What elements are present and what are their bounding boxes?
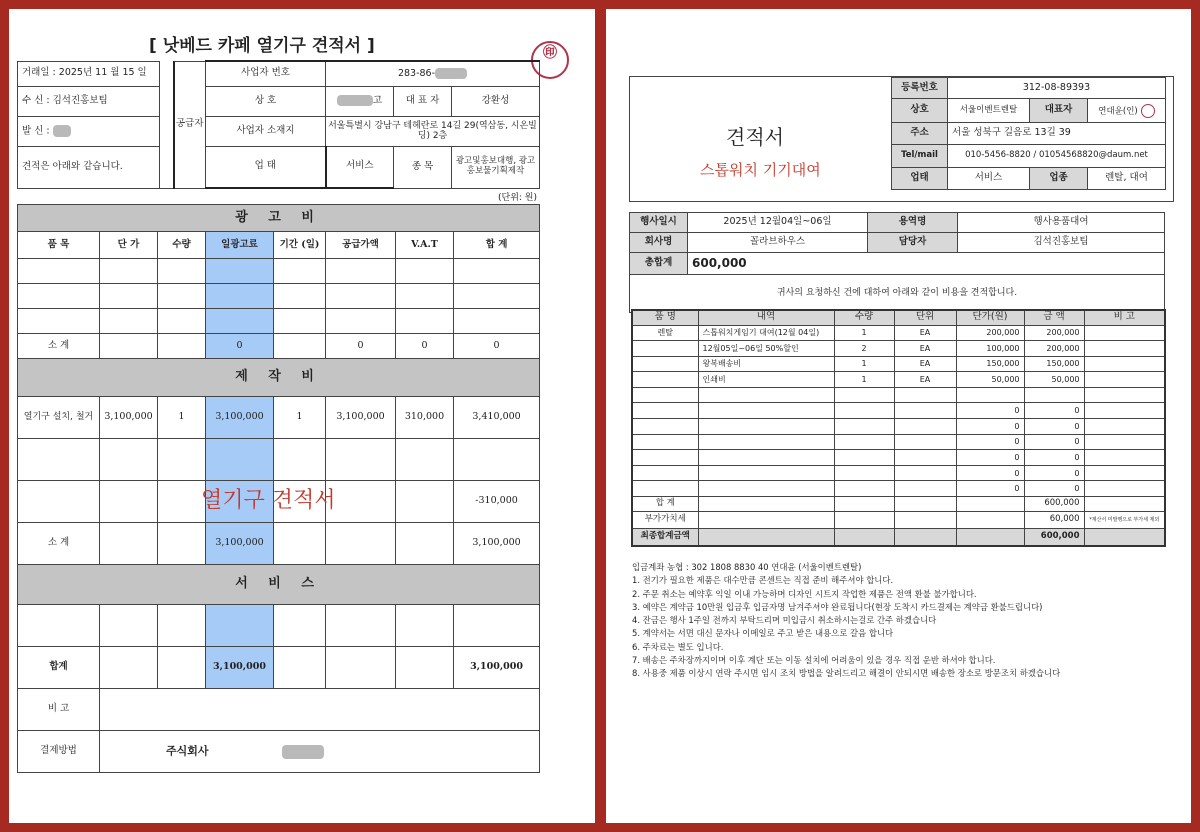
client-label: 회사명	[630, 233, 688, 253]
item-remark	[1084, 372, 1165, 388]
item-desc	[698, 434, 834, 450]
item-remark	[1084, 356, 1165, 372]
item-price: 0	[956, 465, 1024, 481]
table-row	[632, 450, 1165, 466]
ad-subtotal-total: 0	[454, 334, 540, 359]
item-price: 0	[956, 481, 1024, 497]
header-unit: 단위	[894, 310, 956, 325]
table-row	[18, 439, 540, 481]
item-amount: 0	[1024, 465, 1084, 481]
redacted-block	[337, 95, 373, 106]
item-price	[956, 387, 1024, 403]
redacted-block	[53, 125, 71, 137]
item-name	[632, 387, 698, 403]
sum-label: 합 계	[632, 497, 698, 512]
production-subtotal-row	[18, 523, 540, 565]
vat-row	[632, 512, 1165, 529]
item-name	[632, 372, 698, 388]
note-7: 7. 배송은 주차장까지이며 이후 계단 또는 이동 설치에 어려움이 있을 경우 직접 운반 하셔야 합니다.	[632, 655, 996, 666]
item-amount	[1024, 387, 1084, 403]
table-header-row	[18, 232, 540, 259]
table-row	[632, 325, 1165, 341]
right-type-label: 업태	[892, 168, 948, 190]
seal-icon	[1141, 104, 1155, 118]
section-ad: 광 고 비	[18, 205, 540, 232]
item-unit	[894, 450, 956, 466]
header-qty: 수량	[158, 232, 206, 259]
production-unit-price: 3,100,000	[100, 397, 158, 439]
final-value: 600,000	[1024, 529, 1084, 546]
right-title: 견적서	[726, 125, 784, 149]
service-label: 용역명	[868, 213, 958, 233]
company-name-suffix: 고	[372, 95, 383, 107]
header-total: 합 계	[454, 232, 540, 259]
grand-total-value: 3,100,000	[454, 647, 540, 689]
payment-label: 결제방법	[18, 731, 100, 773]
final-label: 최종합계금액	[632, 529, 698, 546]
item-unit: EA	[894, 325, 956, 341]
production-daily: 3,100,000	[206, 397, 274, 439]
item-price: 0	[956, 450, 1024, 466]
header-period: 기간 (일)	[274, 232, 326, 259]
grand-total-label: 합계	[18, 647, 100, 689]
ad-subtotal-row	[18, 334, 540, 359]
production-row	[18, 397, 540, 439]
item-amount: 0	[1024, 403, 1084, 419]
item-name	[632, 450, 698, 466]
rep-name: 강환성	[452, 86, 540, 116]
notes-block	[632, 561, 1060, 681]
item-remark	[1084, 341, 1165, 357]
header-vat: V.A.T	[396, 232, 454, 259]
item-remark	[1084, 325, 1165, 341]
item-price: 0	[956, 434, 1024, 450]
item-qty	[834, 450, 894, 466]
ad-subtotal-vat: 0	[396, 334, 454, 359]
rep-label: 대 표 자	[394, 86, 452, 116]
production-supply: 3,100,000	[326, 397, 396, 439]
item-qty	[834, 387, 894, 403]
table-row	[18, 309, 540, 334]
remarks-label: 비 고	[18, 689, 100, 731]
item-desc: 인쇄비	[698, 372, 834, 388]
item-amount: 150,000	[1024, 356, 1084, 372]
right-rep-value: 연대윤(인)	[1098, 106, 1138, 116]
header-item: 품 목	[18, 232, 100, 259]
note-8: 8. 사용중 제품 이상시 연락 주시면 임시 조치 방법을 알려드리고 해결이 안되시면 배송한 장소로 방문조치 하겠습니다	[632, 668, 1061, 679]
item-price: 0	[956, 403, 1024, 419]
right-addr-label: 주소	[892, 123, 948, 145]
vat-label: 부가가치세	[632, 512, 698, 529]
item-qty: 2	[834, 341, 894, 357]
discount-total: -310,000	[454, 481, 540, 523]
note-2: 2. 주문 취소는 예약후 익일 이내 가능하며 디자인 시트지 작업한 제품은 전액 환불 불가합니다.	[632, 588, 977, 599]
final-row	[632, 529, 1165, 546]
item-desc	[698, 387, 834, 403]
recipient: 수 신 : 김석진홍보팀	[18, 86, 160, 116]
table-row	[632, 481, 1165, 497]
right-name-value: 서울이벤트렌탈	[948, 99, 1030, 123]
item-amount: 0	[1024, 481, 1084, 497]
header-unit-price: 단 가	[100, 232, 158, 259]
grand-total-row	[18, 647, 540, 689]
item-remark	[1084, 387, 1165, 403]
right-supplier-table	[891, 77, 1166, 190]
event-table	[629, 212, 1165, 313]
right-rep-label: 대표자	[1030, 99, 1088, 123]
deal-date: 거래일 : 2025년 11 월 15 일	[18, 61, 160, 86]
item-desc: 12월05일~06일 50%할인	[698, 341, 834, 357]
payment-cell	[100, 731, 540, 773]
biz-no-label: 사업자 번호	[206, 61, 326, 86]
item-qty: 1	[834, 372, 894, 388]
ad-subtotal-label: 소 계	[18, 334, 100, 359]
item-unit	[894, 481, 956, 497]
reg-value: 312-08-89393	[948, 78, 1166, 99]
item-unit	[894, 419, 956, 435]
item-amount: 50,000	[1024, 372, 1084, 388]
item-name	[632, 465, 698, 481]
left-quotation-document	[9, 9, 595, 823]
client-name: 꼴라브하우스	[688, 233, 868, 253]
event-date-label: 행사일시	[630, 213, 688, 233]
sender: 발 신 :	[22, 125, 50, 137]
item-qty	[834, 481, 894, 497]
item-name	[632, 434, 698, 450]
header-amount: 금 액	[1024, 310, 1084, 325]
item-unit	[894, 403, 956, 419]
item-price: 0	[956, 419, 1024, 435]
header-remark: 비 고	[1084, 310, 1165, 325]
item-remark	[1084, 434, 1165, 450]
item-desc	[698, 481, 834, 497]
redacted-block	[282, 745, 324, 759]
item-name	[632, 419, 698, 435]
header-qty: 수량	[834, 310, 894, 325]
item-unit: EA	[894, 341, 956, 357]
left-header-table	[17, 60, 540, 189]
item-price: 200,000	[956, 325, 1024, 341]
company-seal-stamp: ㊞	[531, 41, 569, 79]
item-rows	[632, 325, 1165, 497]
item-desc	[698, 450, 834, 466]
table-row	[632, 434, 1165, 450]
item-remark	[1084, 419, 1165, 435]
table-row	[18, 284, 540, 309]
table-row	[18, 605, 540, 647]
item-desc	[698, 403, 834, 419]
event-date: 2025년 12월04일~06일	[688, 213, 868, 233]
intro-text: 귀사의 요청하신 건에 대하여 아래와 같이 비용을 견적합니다.	[630, 275, 1165, 313]
estimate-note: 견적은 아래와 같습니다.	[18, 146, 160, 188]
vat-value: 60,000	[1024, 512, 1084, 529]
production-vat: 310,000	[396, 397, 454, 439]
note-4: 4. 잔금은 행사 1주일 전까지 부탁드리며 미입금시 취소하시는걸로 간주 하겠습니다	[632, 615, 937, 626]
right-name-label: 상호	[892, 99, 948, 123]
note-1: 1. 전기가 필요한 제품은 대수만큼 콘센트는 직접 준비 해주셔야 합니다.	[632, 575, 894, 586]
manager-name: 김석진홍보팀	[958, 233, 1165, 253]
service-name: 행사용품대여	[958, 213, 1165, 233]
item-amount: 0	[1024, 434, 1084, 450]
item-unit	[894, 387, 956, 403]
right-item-label: 업종	[1030, 168, 1088, 190]
unit-note: (단위: 원)	[498, 193, 537, 203]
header-supply: 공급가액	[326, 232, 396, 259]
item-price: 150,000	[956, 356, 1024, 372]
header-daily-fee: 일광고료	[206, 232, 274, 259]
item-remark	[1084, 403, 1165, 419]
biz-item-label: 종 목	[394, 146, 452, 188]
section-service: 서 비 스	[18, 565, 540, 605]
production-period: 1	[274, 397, 326, 439]
bank-account: 입금계좌 농협 : 302 1808 8830 40 연대윤 (서울이벤트렌탈)	[632, 562, 862, 572]
biz-no-cell	[326, 61, 540, 86]
payment-row	[18, 731, 540, 773]
vat-note: *계산서 미발행으로 부가세 제외	[1084, 512, 1165, 529]
items-table	[631, 309, 1166, 547]
right-rep-cell	[1088, 99, 1166, 123]
header-name: 품 명	[632, 310, 698, 325]
section-production: 제 작 비	[18, 359, 540, 397]
right-quotation-document	[606, 9, 1191, 823]
item-amount: 200,000	[1024, 325, 1084, 341]
item-unit	[894, 465, 956, 481]
item-desc: 왕복배송비	[698, 356, 834, 372]
item-name	[632, 341, 698, 357]
right-item-value: 렌탈, 대여	[1088, 168, 1166, 190]
address: 서울특별시 강남구 테헤란로 14길 29(역삼동, 시온빌딩) 2층	[326, 116, 540, 146]
item-name: 렌탈	[632, 325, 698, 341]
company-name-cell	[326, 86, 394, 116]
item-desc: 스톱워치게임기 대여(12월 04일)	[698, 325, 834, 341]
item-qty	[834, 419, 894, 435]
item-unit	[894, 434, 956, 450]
production-total: 3,410,000	[454, 397, 540, 439]
item-unit: EA	[894, 372, 956, 388]
manager-label: 담당자	[868, 233, 958, 253]
production-item: 열기구 설치, 철거	[18, 397, 100, 439]
biz-no-value: 283-86-	[397, 67, 436, 79]
item-desc	[698, 465, 834, 481]
item-amount: 0	[1024, 450, 1084, 466]
table-row	[632, 372, 1165, 388]
item-amount: 0	[1024, 419, 1084, 435]
item-qty	[834, 434, 894, 450]
note-5: 5. 계약서는 서면 대신 문자나 이메일로 주고 받은 내용으로 갈음 합니다	[632, 628, 894, 639]
payment-company: 주식회사	[166, 744, 209, 757]
right-subtitle: 스톱워치 기기대여	[700, 161, 821, 179]
header-desc: 내역	[698, 310, 834, 325]
grand-total-daily: 3,100,000	[206, 647, 274, 689]
items-header-row	[632, 310, 1165, 325]
table-row	[632, 465, 1165, 481]
item-qty	[834, 465, 894, 481]
grand-label: 총합계	[630, 253, 688, 275]
table-row	[632, 341, 1165, 357]
item-price: 50,000	[956, 372, 1024, 388]
table-row	[632, 387, 1165, 403]
ad-subtotal-supply: 0	[326, 334, 396, 359]
item-name	[632, 403, 698, 419]
biz-item-value: 광고및홍보대행, 광고홍보물기획제작	[452, 146, 540, 188]
redacted-block	[435, 68, 467, 79]
item-qty	[834, 403, 894, 419]
ad-subtotal-daily: 0	[206, 334, 274, 359]
header-price: 단가(원)	[956, 310, 1024, 325]
item-remark	[1084, 450, 1165, 466]
production-subtotal-label: 소 계	[18, 523, 100, 565]
reg-label: 등록번호	[892, 78, 948, 99]
table-row	[18, 259, 540, 284]
item-qty: 1	[834, 325, 894, 341]
left-title: [ 낫베드 카페 열기구 견적서 ]	[149, 36, 375, 56]
item-name	[632, 356, 698, 372]
table-row	[632, 356, 1165, 372]
company-name-label: 상 호	[206, 86, 326, 116]
biz-type-label: 업 태	[206, 146, 326, 188]
table-row	[632, 403, 1165, 419]
sum-row	[632, 497, 1165, 512]
production-subtotal-total: 3,100,000	[454, 523, 540, 565]
grand-value: 600,000	[688, 253, 1165, 275]
item-desc	[698, 419, 834, 435]
sender-cell	[18, 116, 160, 146]
item-qty: 1	[834, 356, 894, 372]
production-qty: 1	[158, 397, 206, 439]
right-tel-value: 010-5456-8820 / 01054568820@daum.net	[948, 145, 1166, 168]
address-label: 사업자 소재지	[206, 116, 326, 146]
item-price: 100,000	[956, 341, 1024, 357]
item-remark	[1084, 465, 1165, 481]
table-row	[632, 419, 1165, 435]
biz-type-value: 서비스	[326, 146, 394, 188]
right-type-value: 서비스	[948, 168, 1030, 190]
handwritten-overlay: 열기구 견적서	[201, 488, 336, 513]
sum-value: 600,000	[1024, 497, 1084, 512]
right-tel-label: Tel/mail	[892, 145, 948, 168]
supplier-label: 공급자	[174, 61, 206, 188]
remarks-row	[18, 689, 540, 731]
item-name	[632, 481, 698, 497]
note-6: 6. 주차료는 별도 입니다.	[632, 641, 724, 652]
item-remark	[1084, 481, 1165, 497]
right-addr-value: 서울 성북구 길음로 13길 39	[948, 123, 1166, 145]
production-subtotal-daily: 3,100,000	[206, 523, 274, 565]
item-unit: EA	[894, 356, 956, 372]
note-3: 3. 예약은 계약금 10만원 입금후 입금자명 남겨주셔야 완료됩니다(현장 도착시 카드결제는 계약금 환불드립니다)	[632, 601, 1043, 612]
item-amount: 200,000	[1024, 341, 1084, 357]
